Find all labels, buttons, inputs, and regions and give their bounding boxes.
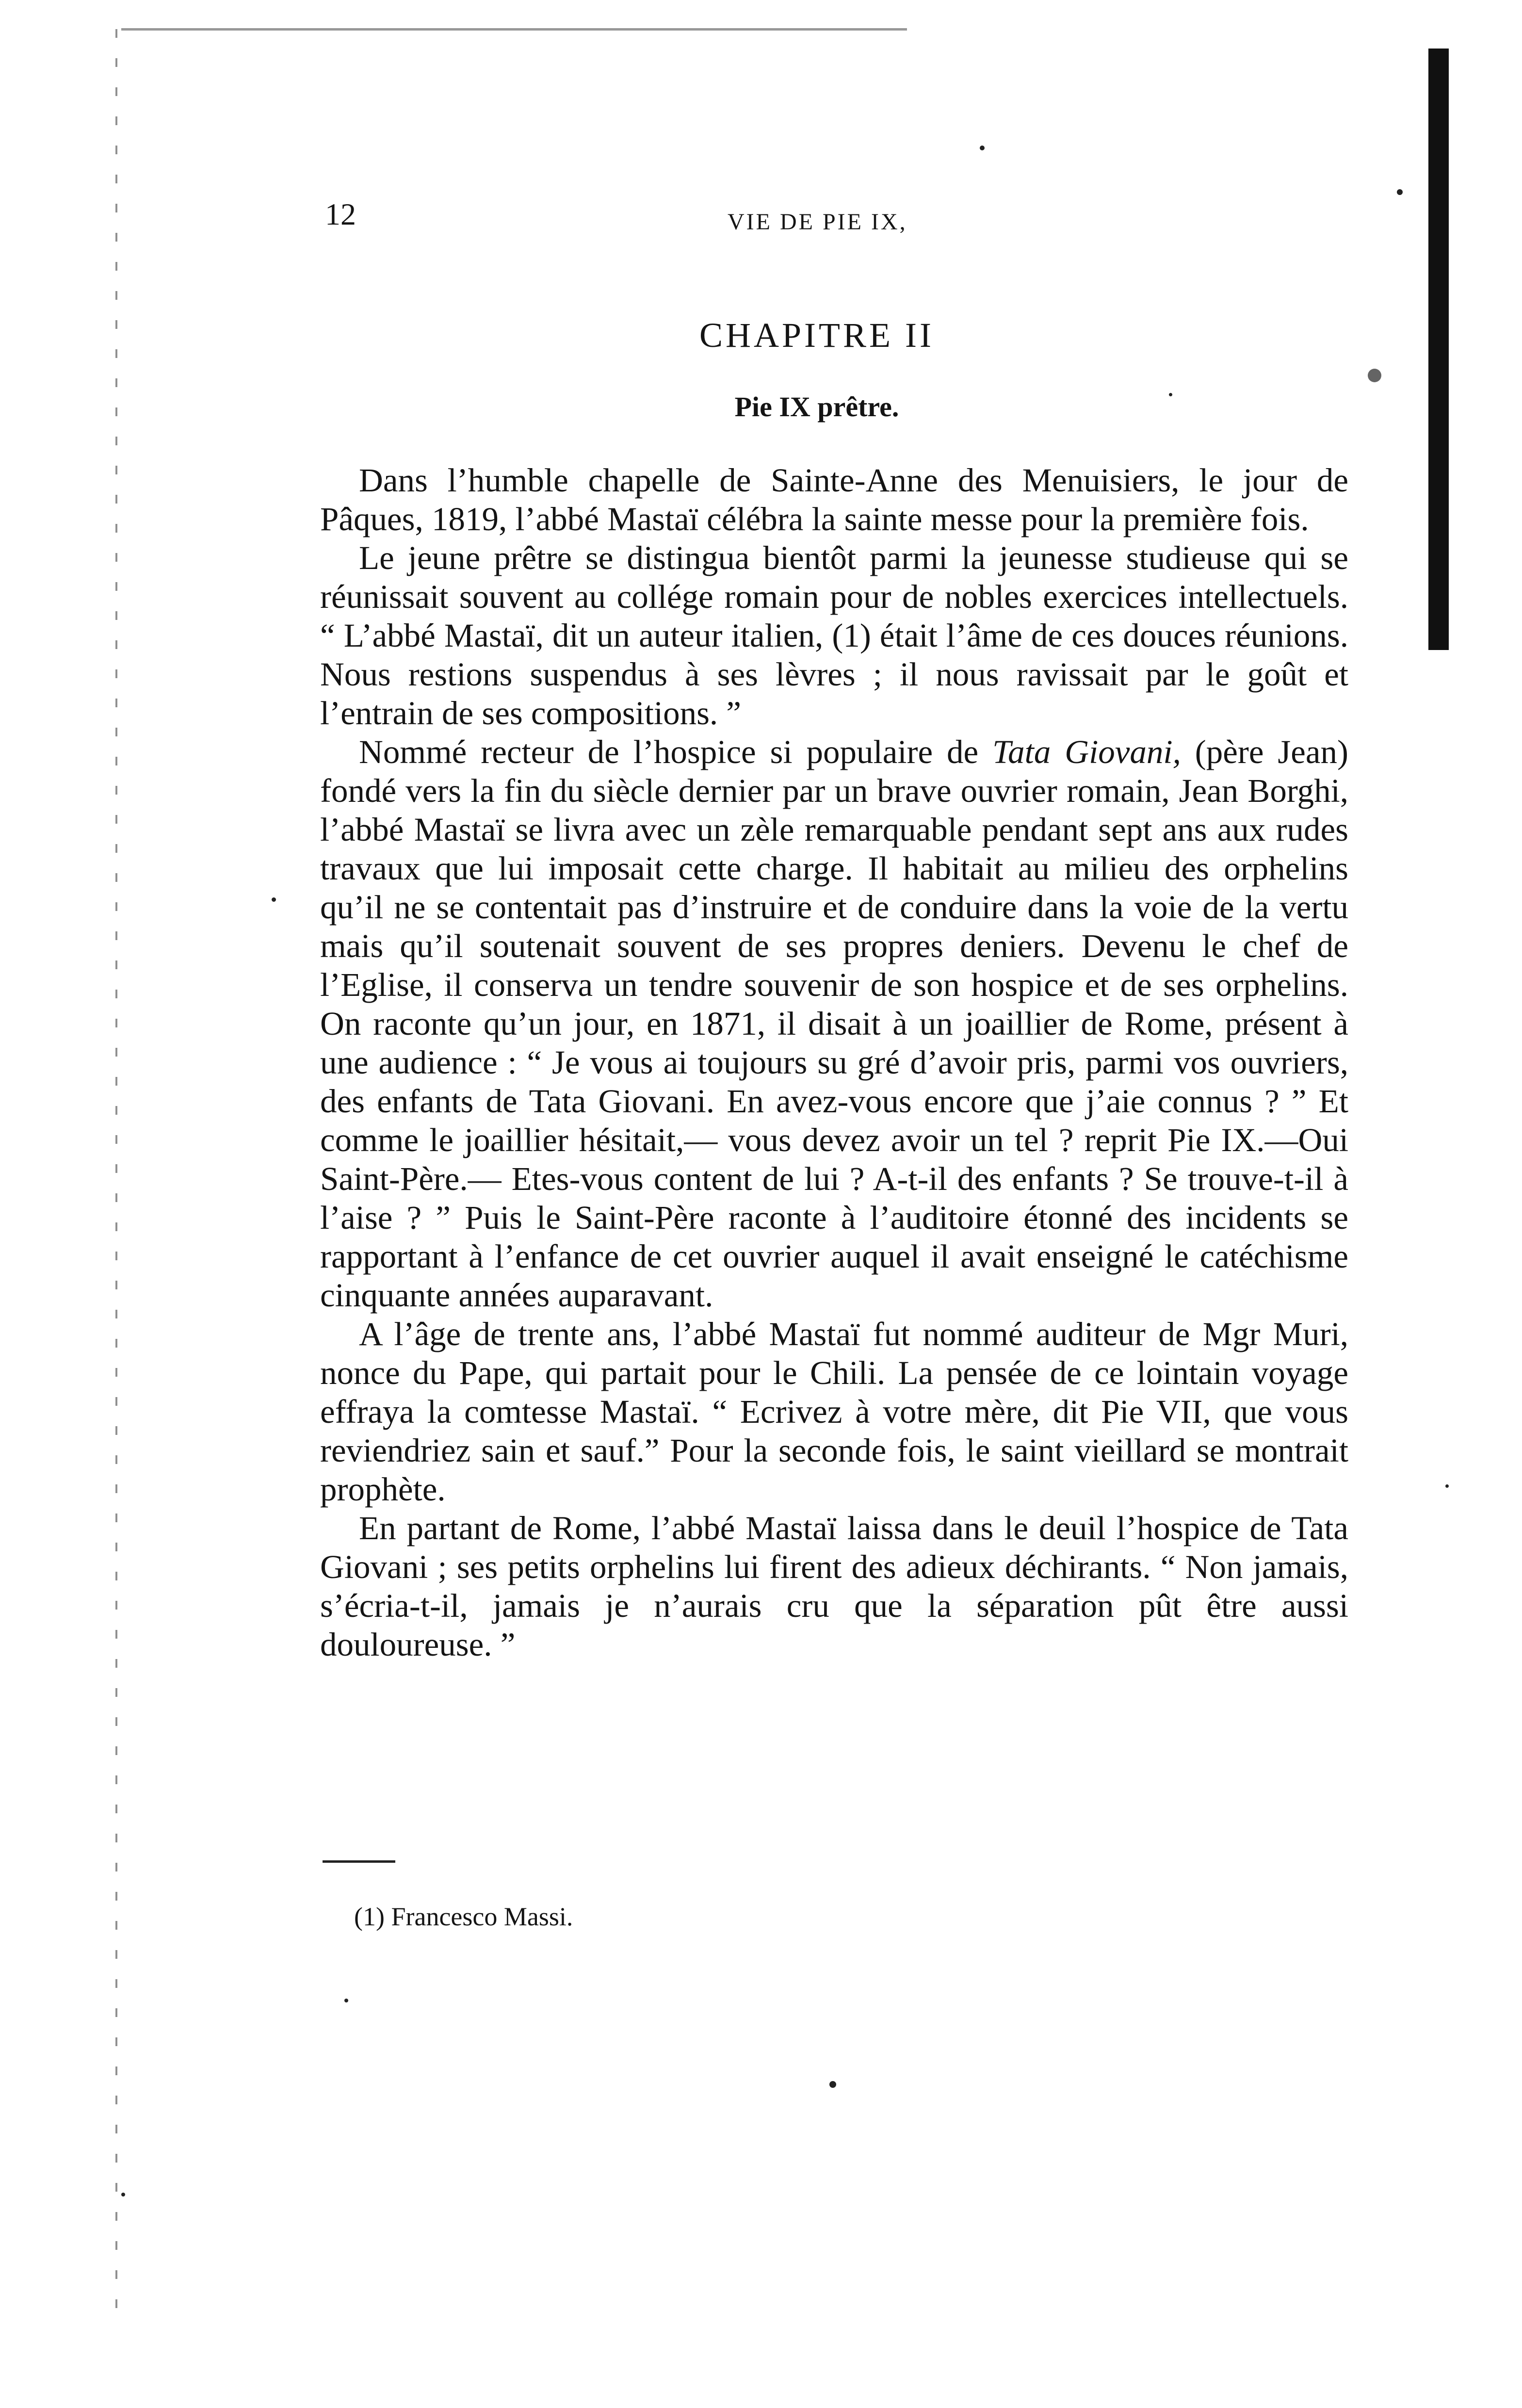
paragraph-1: Dans l’humble chapelle de Sainte-Anne des Menuisiers, le jour de Pâques, 1819, l’abbé Mastaï célébra la sainte messe pour la première fois.: [320, 462, 1348, 537]
paragraph-3: [320, 732, 1348, 1315]
footnote-rule: [323, 1860, 395, 1863]
scan-speck: [121, 2193, 125, 2196]
scan-speck: [1397, 189, 1403, 195]
chapter-subtitle: Pie IX prêtre.: [734, 391, 899, 423]
body-text: [320, 461, 1348, 1664]
paragraph-4: A l’âge de trente ans, l’abbé Mastaï fut nommé auditeur de Mgr Muri, nonce du Pape, qui partait pour le Chili. La pensée de ce lointain voyage effraya la comtesse Mastaï. “ Ecrivez à votre mère, dit Pie VII, que vous reviendriez sain et sauf.” Pour la seconde fois, le saint vieillard se montrait prophète.: [320, 1316, 1348, 1508]
paragraph-3-rest: (père Jean) fondé vers la fin du siècle dernier par un brave ouvrier romain, Jean Borghi, l’abbé Mastaï se livra avec un zèle remarquable pendant sept ans aux rudes travaux que lui imposait cette charge. Il habitait au milieu des orphelins qu’il ne se contentait pas d’instruire et de conduire dans la voie de la vertu mais qu’il soutenait souvent de ses propres deniers. Devenu le chef de l’Eglise, il conserva un tendre souvenir de son hospice et de ses orphelins. On raconte qu’un jour, en 1871, il disait à un joaillier de Rome, présent à une audience : “ Je vous ai toujours su gré d’avoir pris, parmi vos ouvriers, des enfants de Tata Giovani. En avez-vous encore que j’aie connus ? ” Et comme le joaillier hésitait,— vous devez avoir un tel ? reprit Pie IX.—Oui Saint-Père.— Etes-vous content de lui ? A-t-il des enfants ? Se trouve-t-il à l’aise ? ” Puis le Saint-Père raconte à l’auditoire étonné des incidents se rapportant à l’enfance de cet ouvrier auquel il avait enseigné le catéchisme cinquante années auparavant.: [320, 733, 1348, 1314]
scan-speck: [1445, 1484, 1449, 1488]
running-head: VIE DE PIE IX,: [728, 209, 907, 235]
scan-speck: [344, 1999, 348, 2002]
chapter-title: CHAPITRE II: [699, 316, 934, 355]
scan-edge-top: [121, 28, 907, 31]
page-number: 12: [325, 197, 356, 231]
paragraph-5: En partant de Rome, l’abbé Mastaï laissa dans le deuil l’hospice de Tata Giovani ; ses petits orphelins lui firent des adieux déchirants. “ Non jamais, s’écria-t-il, jamais je n’aurais cru que la séparation pût être aussi douloureuse. ”: [320, 1510, 1348, 1663]
scan-speck: [272, 897, 276, 902]
scan-speck: [980, 146, 985, 150]
scan-speck: [829, 2081, 836, 2088]
paragraph-3-italic: Tata Giovani,: [992, 733, 1181, 770]
paragraph-3-start: Nommé recteur de l’hospice si populaire de: [359, 733, 993, 770]
paragraph-2: Le jeune prêtre se distingua bientôt parmi la jeunesse studieuse qui se réunissait souvent au collége romain pour de nobles exercices intellectuels. “ L’abbé Mastaï, dit un auteur italien, (1) était l’âme de ces douces réunions. Nous restions suspendus à ses lèvres ; il nous ravissait par le goût et l’entrain de ses compositions. ”: [320, 539, 1348, 732]
footnote: (1) Francesco Massi.: [354, 1902, 573, 1931]
scan-speck: [1368, 369, 1381, 382]
scan-edge-left: [115, 29, 117, 2328]
